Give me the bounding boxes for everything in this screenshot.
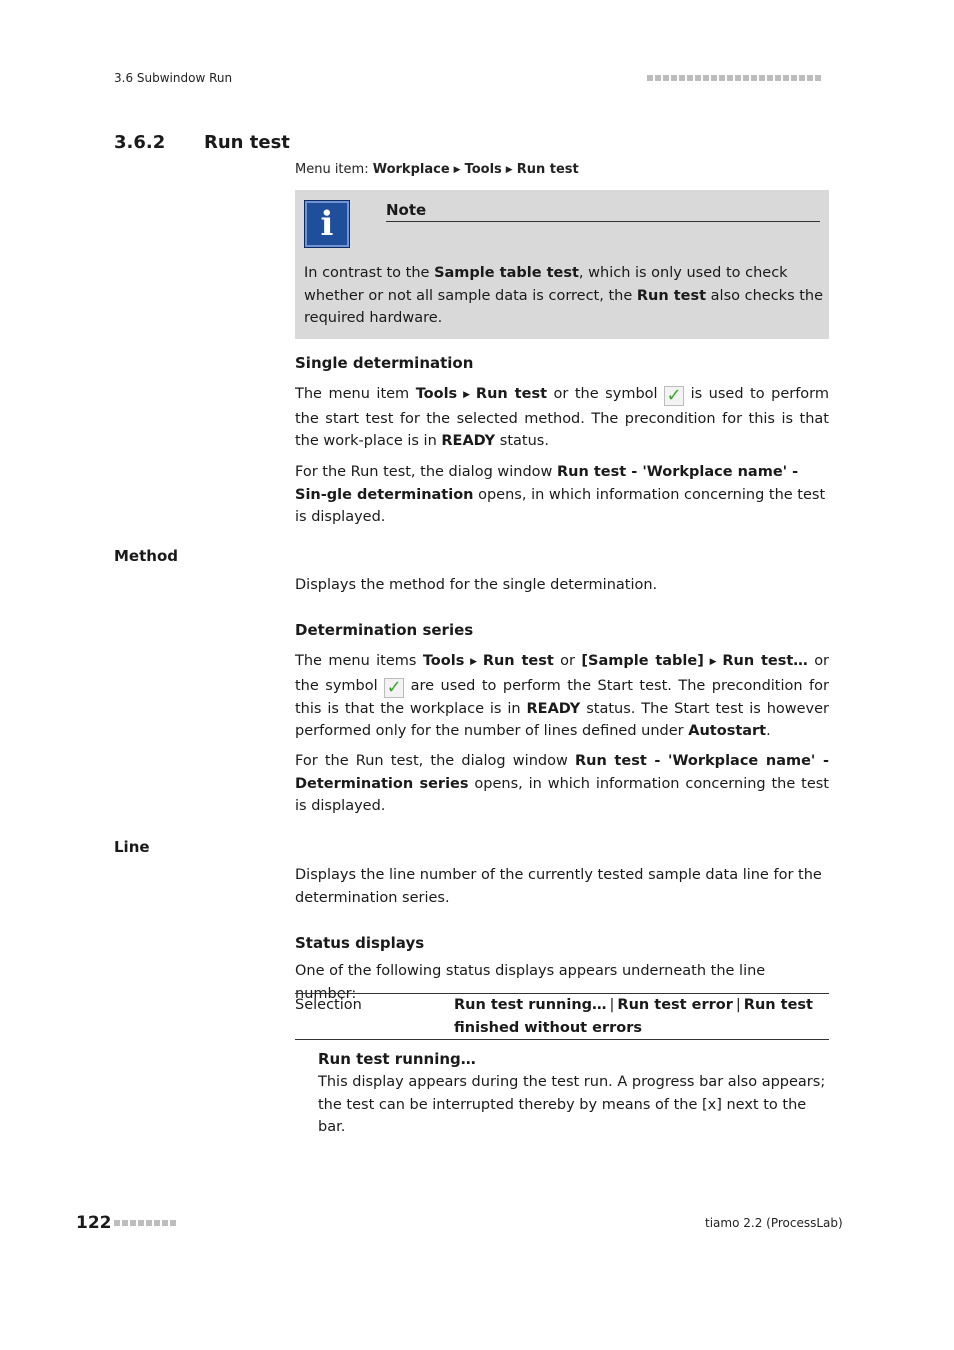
text-part: opens, in which information concerning the test is displayed. bbox=[295, 775, 829, 814]
note-text-part: In contrast to the bbox=[304, 265, 435, 281]
dialog-name: Run test - 'Workplace name' - Sin-gle determination bbox=[295, 464, 799, 503]
menu-arrow-icon: ▶ bbox=[505, 165, 513, 175]
text-part: status. The Start test is however performed only for the number of lines defined under bbox=[295, 700, 829, 739]
menu-path-tools: Tools bbox=[464, 162, 502, 177]
header-section-ref: 3.6 Subwindow Run bbox=[114, 71, 233, 85]
single-determination-para-1 bbox=[295, 383, 829, 453]
page-number: 122 bbox=[76, 1213, 112, 1233]
footer-product: tiamo 2.2 (ProcessLab) bbox=[705, 1216, 843, 1230]
note-text bbox=[304, 262, 824, 330]
text-part: status. bbox=[495, 433, 549, 449]
status-ready: READY bbox=[441, 433, 496, 449]
note-text-part: also checks the required hardware. bbox=[304, 287, 824, 326]
info-icon: i bbox=[304, 200, 350, 248]
run-test-check-icon: ✓ bbox=[384, 678, 404, 698]
menu-path-run-test: Run test bbox=[516, 162, 579, 177]
note-text-part: , which is only used to check whether or not all sample data is correct, the bbox=[304, 265, 788, 304]
status-item-text: This display appears during the test run. A progress bar also appears; the test can be interrupted thereby by means of the [x] next to the bar. bbox=[318, 1074, 826, 1135]
menu-tools: Tools bbox=[422, 653, 465, 669]
text-part: . bbox=[766, 723, 771, 739]
autostart: Autostart bbox=[688, 723, 767, 739]
option-run-test-finished: Run test finished without errors bbox=[454, 997, 813, 1036]
section-title: Run test bbox=[204, 132, 290, 153]
method-text: Displays the method for the single determination. bbox=[295, 577, 658, 593]
text-part: For the Run test, the dialog window bbox=[295, 753, 575, 769]
note-run-test: Run test bbox=[636, 287, 707, 304]
menu-item-prefix: Menu item: bbox=[295, 162, 373, 177]
determination-series-para-1 bbox=[295, 650, 829, 743]
note-sample-table-test: Sample table test bbox=[434, 265, 579, 281]
determination-series-heading: Determination series bbox=[295, 621, 474, 639]
text-part: opens, in which information concerning the test is displayed. bbox=[295, 486, 826, 525]
menu-sample-table: [Sample table] bbox=[581, 653, 704, 669]
line-text: Displays the line number of the currently tested sample data line for the determination series. bbox=[295, 867, 822, 906]
menu-arrow-icon: ▶ bbox=[453, 165, 461, 175]
menu-run-test: Run test bbox=[475, 386, 548, 402]
text-part: For the Run test, the dialog window bbox=[295, 464, 558, 480]
footer-decorative-dots bbox=[114, 1220, 176, 1226]
text-part: or the symbol bbox=[295, 653, 830, 694]
selection-values bbox=[454, 994, 829, 1039]
single-determination-heading: Single determination bbox=[295, 354, 474, 372]
section-number: 3.6.2 bbox=[114, 132, 166, 153]
selection-table-bottom-rule bbox=[295, 1039, 829, 1040]
text-part: are used to perform the Start test. The precondition for this is that the workplace is in bbox=[295, 677, 829, 717]
option-run-test-running: Run test running… bbox=[454, 997, 607, 1013]
text-part: or the symbol bbox=[547, 386, 665, 402]
text-part: or bbox=[553, 653, 582, 669]
status-item-title: Run test running… bbox=[318, 1050, 476, 1068]
status-displays-heading: Status displays bbox=[295, 934, 425, 952]
menu-arrow-icon: ▶ bbox=[707, 657, 719, 667]
status-displays-intro: One of the following status displays appears underneath the line number: bbox=[295, 963, 766, 1002]
menu-path-workplace: Workplace bbox=[372, 162, 450, 177]
menu-item-path bbox=[295, 162, 579, 177]
menu-run-test-ellipsis: Run test… bbox=[722, 653, 808, 669]
method-heading: Method bbox=[114, 547, 178, 565]
menu-tools: Tools bbox=[415, 386, 458, 402]
determination-series-para-2 bbox=[295, 750, 829, 818]
note-title: Note bbox=[386, 201, 820, 222]
menu-run-test: Run test bbox=[482, 653, 554, 669]
option-run-test-error: Run test error bbox=[617, 997, 733, 1013]
text-part: The menu items bbox=[295, 653, 423, 669]
single-determination-para-2 bbox=[295, 461, 829, 529]
header-decorative-dots bbox=[647, 75, 821, 81]
text-part: is used to perform the start test for the selected method. The precondition for this is that the work-place is in bbox=[295, 386, 830, 449]
selection-label: Selection bbox=[295, 997, 362, 1013]
menu-arrow-icon: ▶ bbox=[461, 390, 472, 400]
dialog-name: Run test - 'Workplace name' - Determination series bbox=[295, 753, 829, 792]
line-heading: Line bbox=[114, 838, 150, 856]
option-separator: | bbox=[735, 997, 741, 1013]
status-ready: READY bbox=[526, 700, 581, 717]
option-separator: | bbox=[609, 997, 615, 1013]
run-test-check-icon: ✓ bbox=[664, 386, 684, 406]
menu-arrow-icon: ▶ bbox=[468, 657, 479, 667]
text-part: The menu item bbox=[295, 386, 416, 402]
